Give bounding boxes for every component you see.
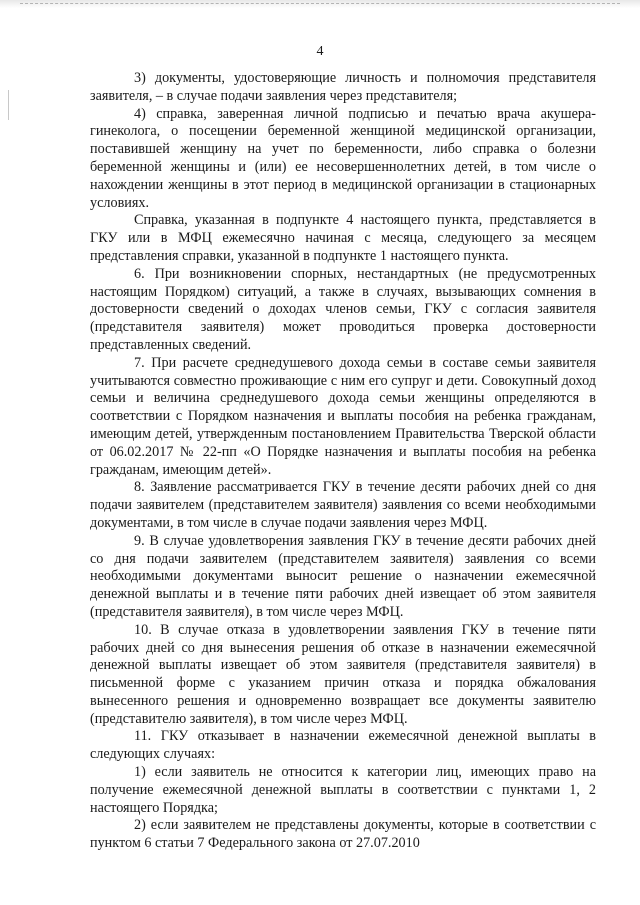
paragraph-6: 6. При возникновении спорных, нестандартных (не предусмотренных настоящим Порядком) ситуаций, а также в случаях, вызывающих сомнения в достоверности сведений о доходах членов семьи, ГКУ с согласия заявителя (представителя заявителя) может проводиться проверка достоверности представленных сведений.	[90, 265, 596, 353]
paragraph-11: 11. ГКУ отказывает в назначении ежемесячной денежной выплаты в следующих случаях:	[90, 728, 596, 763]
paragraph-8: 8. Заявление рассматривается ГКУ в течение десяти рабочих дней со дня подачи заявителем (представителем заявителя) заявления со всеми необходимыми документами, в том числе в случае подачи заявления через МФЦ.	[90, 479, 596, 531]
paragraph-certificate-note: Справка, указанная в подпункте 4 настоящего пункта, представляется в ГКУ или в МФЦ ежемесячно начиная с месяца, следующего за месяцем представления справки, указанной в подпункте 1 настоящего пункта.	[90, 212, 596, 264]
paragraph-11-item-2: 2) если заявителем не представлены документы, которые в соответствии с пунктом 6 статьи 7 Федерального закона от 27.07.2010	[90, 817, 596, 852]
paragraph-9: 9. В случае удовлетворения заявления ГКУ в течение десяти рабочих дней со дня подачи заявителем (представителем заявителя) заявления со всеми необходимыми документами выносит решение о назначении ежемесячной денежной выплаты и в течение пяти рабочих дней извещает об этом заявителя (представителя заявителя), в том числе через МФЦ.	[90, 532, 596, 620]
paragraph-item-4: 4) справка, заверенная личной подписью и печатью врача акушера-гинеколога, о посещении беременной женщиной медицинской организации, поставившей женщину на учет по беременности, либо справка о болезни беременной женщины и (или) ее несовершеннолетних детей, в том числе о нахождении женщины в этот период в медицинской организации в стационарных условиях.	[90, 105, 596, 211]
paragraph-11-item-1: 1) если заявитель не относится к категории лиц, имеющих право на получение ежемесячной денежной выплаты в соответствии с пунктами 1, 2 настоящего Порядка;	[90, 764, 596, 816]
page-number: 4	[316, 44, 324, 59]
document-body	[90, 70, 596, 853]
scan-left-mark	[8, 90, 9, 120]
scan-top-edge	[0, 0, 640, 8]
paragraph-item-3: 3) документы, удостоверяющие личность и полномочия представителя заявителя, – в случае подачи заявления через представителя;	[90, 70, 596, 104]
scan-artifact-line	[20, 3, 620, 4]
paragraph-7: 7. При расчете среднедушевого дохода семьи в составе семьи заявителя учитываются совместно проживающие с ним его супруг и дети. Совокупный доход семьи и величина среднедушевого дохода семьи женщины определяются в соответствии с Порядком назначения и выплаты пособия на ребенка гражданам, имеющим детей, утвержденным постановлением Правительства Тверской области от 06.02.2017 № 22-пп «О Порядке назначения и выплаты пособия на ребенка гражданам, имеющим детей».	[90, 354, 596, 478]
paragraph-10: 10. В случае отказа в удовлетворении заявления ГКУ в течение пяти рабочих дней со дня вынесения решения об отказе в назначении ежемесячной денежной выплаты извещает об этом заявителя (представителя заявителя) в письменной форме с указанием причин отказа и порядка обжалования вынесенного решения и одновременно возвращает все документы заявителю (представителю заявителя), в том числе через МФЦ.	[90, 621, 596, 727]
